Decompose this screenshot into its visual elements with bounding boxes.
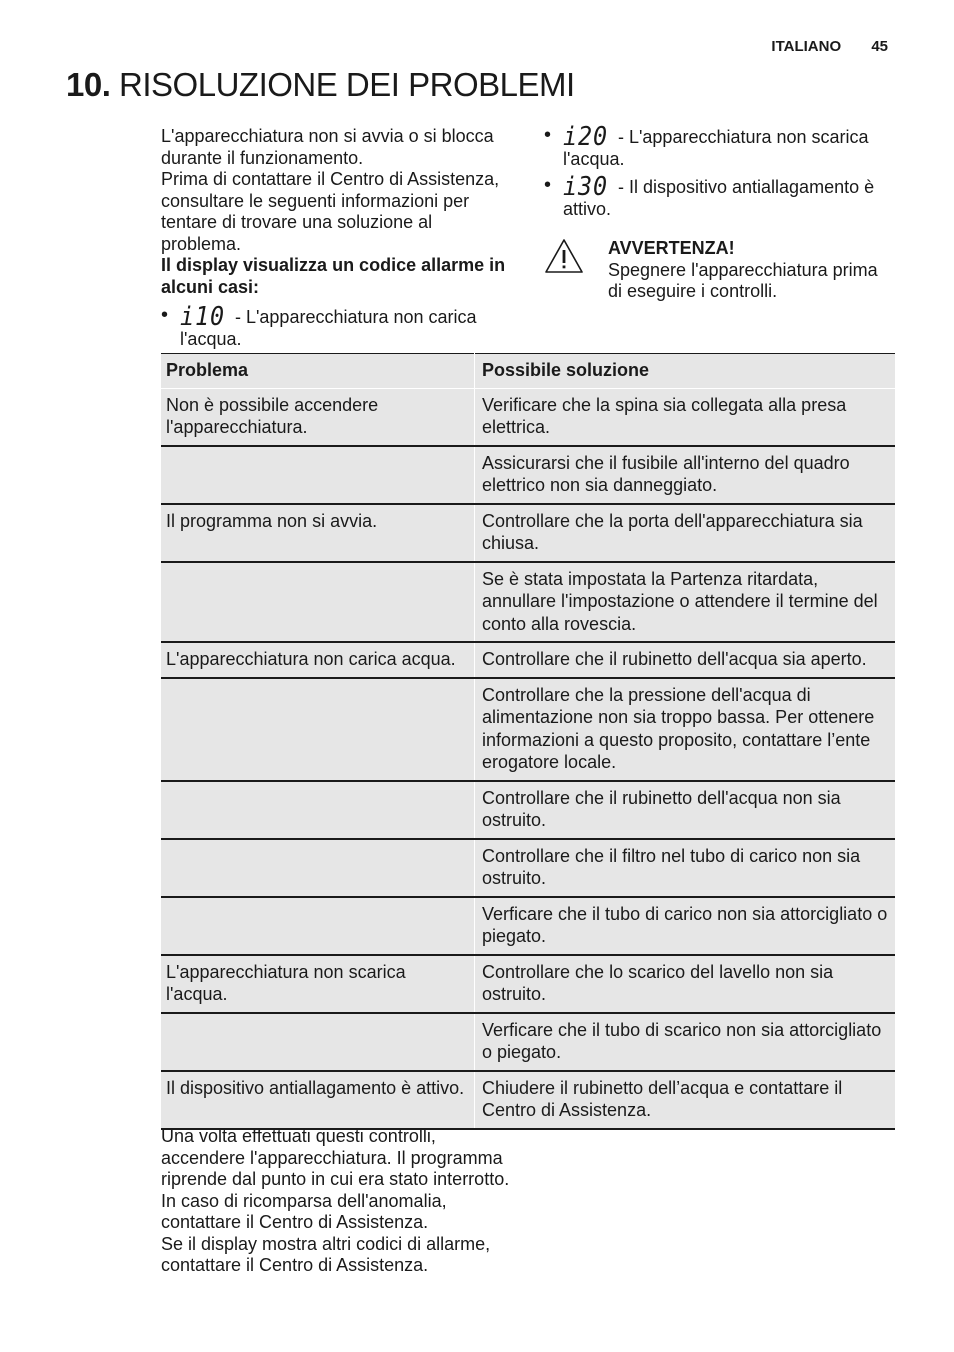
warning-triangle-icon [544, 238, 584, 274]
warning-heading: AVVERTENZA! [608, 238, 735, 258]
table-row [161, 388, 895, 446]
bullet-icon: • [161, 304, 169, 326]
problem-cell: Il dispositivo antiallagamento è attivo. [161, 1071, 475, 1129]
intro-paragraph-1: L'apparecchiatura non si avvia o si blocca durante il funzionamento. [161, 126, 494, 168]
bullet-icon: • [544, 174, 552, 196]
problem-cell: L'apparecchiatura non scarica l'acqua. [161, 955, 475, 1013]
table-row [161, 955, 895, 1013]
table-row [161, 897, 895, 955]
problem-cell: Non è possibile accendere l'apparecchiatura. [161, 388, 475, 446]
header-language: ITALIANO [771, 38, 842, 55]
column-header-solution: Possibile soluzione [475, 354, 896, 389]
solution-cell: Assicurarsi che il fusibile all'interno del quadro elettrico non sia danneggiato. [475, 446, 896, 504]
table-row [161, 781, 895, 839]
solution-cell: Controllare che la pressione dell'acqua di alimentazione non sia troppo bassa. Per ottenere informazioni a questo proposito, contattare l’ente erogatore locale. [475, 678, 896, 781]
alarm-code-display: i30 [563, 172, 608, 202]
solution-cell: Verificare che la spina sia collegata alla presa elettrica. [475, 388, 896, 446]
problem-cell [161, 897, 475, 955]
alarm-code-display: i10 [180, 302, 225, 332]
table-row [161, 1071, 895, 1129]
table-row [161, 678, 895, 781]
solution-cell: Controllare che il rubinetto dell'acqua non sia ostruito. [475, 781, 896, 839]
warning-box [544, 238, 894, 303]
table-row [161, 839, 895, 897]
page-header [771, 38, 888, 55]
section-number: 10. [66, 66, 111, 103]
table-row [161, 1013, 895, 1071]
warning-text: Spegnere l'apparecchiatura prima di eseguire i controlli. [608, 259, 878, 301]
table-header-row [161, 354, 895, 389]
problem-cell [161, 839, 475, 897]
alarm-code-item [161, 302, 513, 350]
bullet-icon: • [544, 124, 552, 146]
table-row [161, 642, 895, 678]
intro-column [161, 126, 513, 350]
closing-paragraph-3: Se il display mostra altri codici di allarme, contattare il Centro di Assistenza. [161, 1233, 491, 1275]
right-column [544, 122, 894, 303]
solution-cell: Controllare che il filtro nel tubo di carico non sia ostruito. [475, 839, 896, 897]
solution-cell: Controllare che lo scarico del lavello non sia ostruito. [475, 955, 896, 1013]
problem-cell [161, 446, 475, 504]
table-row [161, 562, 895, 643]
section-title-text: RISOLUZIONE DEI PROBLEMI [119, 66, 575, 103]
problem-cell [161, 678, 475, 781]
problem-cell [161, 1013, 475, 1071]
alarm-code-display: i20 [563, 122, 608, 152]
page-number: 45 [871, 38, 888, 55]
problem-cell [161, 781, 475, 839]
problem-cell: L'apparecchiatura non carica acqua. [161, 642, 475, 678]
solution-cell: Verficare che il tubo di carico non sia attorcigliato o piegato. [475, 897, 896, 955]
solution-cell: Verficare che il tubo di scarico non sia attorcigliato o piegato. [475, 1013, 896, 1071]
section-title [66, 66, 575, 104]
table-row [161, 504, 895, 562]
intro-paragraph-2: Prima di contattare il Centro di Assistenza, consultare le seguenti informazioni per tentare di trovare una soluzione al problema. [161, 169, 500, 254]
alarm-code-description: - Il dispositivo antiallagamento è attivo. [563, 177, 875, 219]
closing-notes [161, 1126, 513, 1277]
closing-paragraph-1: Una volta effettuati questi controlli, accendere l'apparecchiatura. Il programma riprende dal punto in cui era stato interrotto. [161, 1126, 510, 1189]
alarm-heading: Il display visualizza un codice allarme in alcuni casi: [161, 255, 506, 297]
table-row [161, 446, 895, 504]
alarm-code-description: - L'apparecchiatura non carica l'acqua. [180, 307, 477, 349]
problem-cell: Il programma non si avvia. [161, 504, 475, 562]
problem-cell [161, 562, 475, 643]
troubleshooting-table [161, 353, 895, 1130]
column-header-problem: Problema [161, 354, 475, 389]
solution-cell: Se è stata impostata la Partenza ritardata, annullare l'impostazione o attendere il termine del conto alla rovescia. [475, 562, 896, 643]
solution-cell: Controllare che il rubinetto dell'acqua sia aperto. [475, 642, 896, 678]
alarm-code-description: - L'apparecchiatura non scarica l'acqua. [563, 127, 869, 169]
solution-cell: Controllare che la porta dell'apparecchiatura sia chiusa. [475, 504, 896, 562]
alarm-code-item [544, 172, 894, 220]
alarm-code-item [544, 122, 894, 170]
closing-paragraph-2: In caso di ricomparsa dell'anomalia, contattare il Centro di Assistenza. [161, 1190, 447, 1232]
solution-cell: Chiudere il rubinetto dell’acqua e contattare il Centro di Assistenza. [475, 1071, 896, 1129]
